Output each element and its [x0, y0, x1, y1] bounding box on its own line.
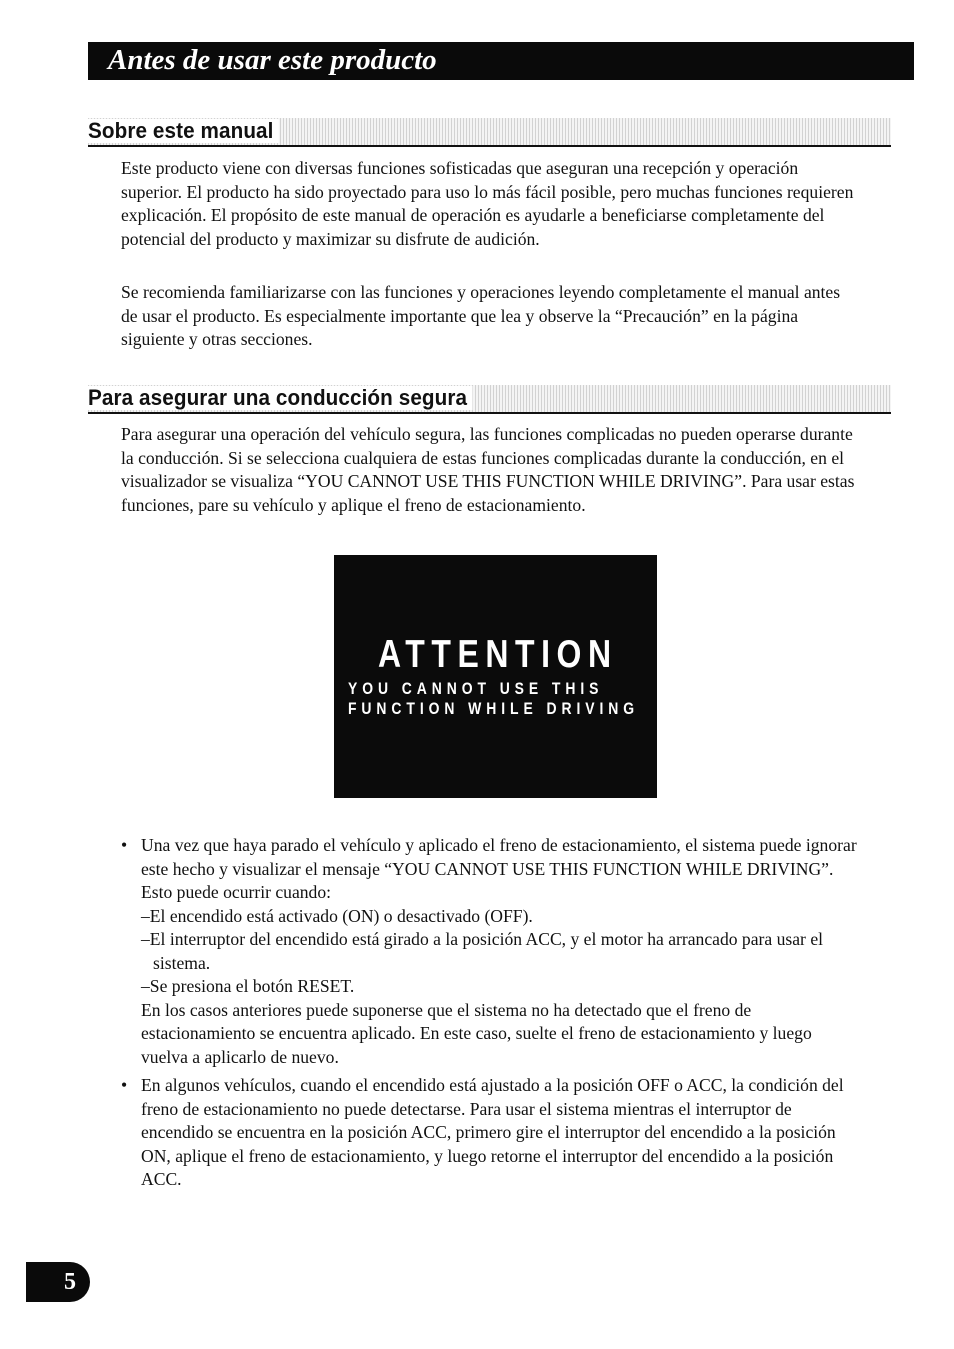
attention-display-image: [334, 555, 657, 798]
bullet-outro: En los casos anteriores puede suponerse que el sistema no ha detectado que el freno de estacionamiento se encuentra aplicado. En este caso, suelte el freno de estacionamiento y luego vuelva a aplicarlo de nuevo.: [141, 999, 812, 1067]
section-heading-manual: [88, 118, 891, 147]
chapter-title: Antes de usar este producto: [108, 44, 437, 76]
paragraph: Para asegurar una operación del vehículo segura, las funciones complicadas no pueden operarse durante la conducción. Si se selecciona cualquiera de estas funciones complicadas durante la conducción, en el visualizador se visualiza “YOU CANNOT USE THIS FUNCTION WHILE DRIVING”. Para usar estas funciones, pare su vehículo y aplique el freno de estacionamiento.: [121, 424, 855, 515]
attention-title: ATTENTION: [378, 633, 618, 676]
condition-item: –El encendido está activado (ON) o desactivado (OFF).: [141, 905, 533, 926]
condition-item: –Se presiona el botón RESET.: [141, 976, 355, 996]
notes-list: [121, 834, 861, 1197]
attention-message-line-2: FUNCTION WHILE DRIVING: [348, 699, 640, 718]
list-item: [121, 1074, 861, 1192]
bullet-icon: •: [121, 835, 128, 855]
bullet-intro: En algunos vehículos, cuando el encendido está ajustado a la posición OFF o ACC, la condición del freno de estacionamiento no puede detectarse. Para usar el sistema mientras el interruptor de encendido se encuentra en la posición ACC, primero gire el interruptor del encendido a la posición ON, aplique el freno de estacionamiento, y luego retorne el interruptor del encendido a la posición ACC.: [141, 1075, 844, 1189]
page-number: 5: [64, 1269, 76, 1295]
paragraph: Este producto viene con diversas funciones sofisticadas que aseguran una recepción y operación superior. El producto ha sido proyectado para uso lo más fácil posible, pero muchas funciones requieren explicación. El propósito de este manual de operación es ayudarle a beneficiarse completamente del potencial del producto y maximizar su disfrute de audición.: [121, 158, 854, 249]
paragraph: Se recomienda familiarizarse con las funciones y operaciones leyendo completamente el manual antes de usar el producto. Es especialmente importante que lea y observe la “Precaución” en la página siguiente y otras secciones.: [121, 282, 841, 349]
page-number-tab: [26, 1262, 90, 1302]
chapter-header-bar: [88, 42, 914, 80]
section-heading-safe-driving: [88, 385, 891, 414]
list-item: [121, 834, 861, 1069]
section-heading-text: Sobre este manual: [88, 119, 279, 143]
bullet-icon: •: [121, 1075, 128, 1095]
section-heading-text: Para asegurar una conducción segura: [88, 386, 473, 410]
bullet-intro: Una vez que haya parado el vehículo y aplicado el freno de estacionamiento, el sistema puede ignorar este hecho y visualizar el mensaje “YOU CANNOT USE THIS FUNCTION WHILE DRIVING”. Esto puede ocurrir cuando:: [141, 835, 857, 902]
attention-message-line-1: YOU CANNOT USE THIS: [348, 679, 604, 698]
condition-item: –El interruptor del encendido está girado a la posición ACC, y el motor ha arrancado para usar el sistema.: [141, 929, 824, 973]
